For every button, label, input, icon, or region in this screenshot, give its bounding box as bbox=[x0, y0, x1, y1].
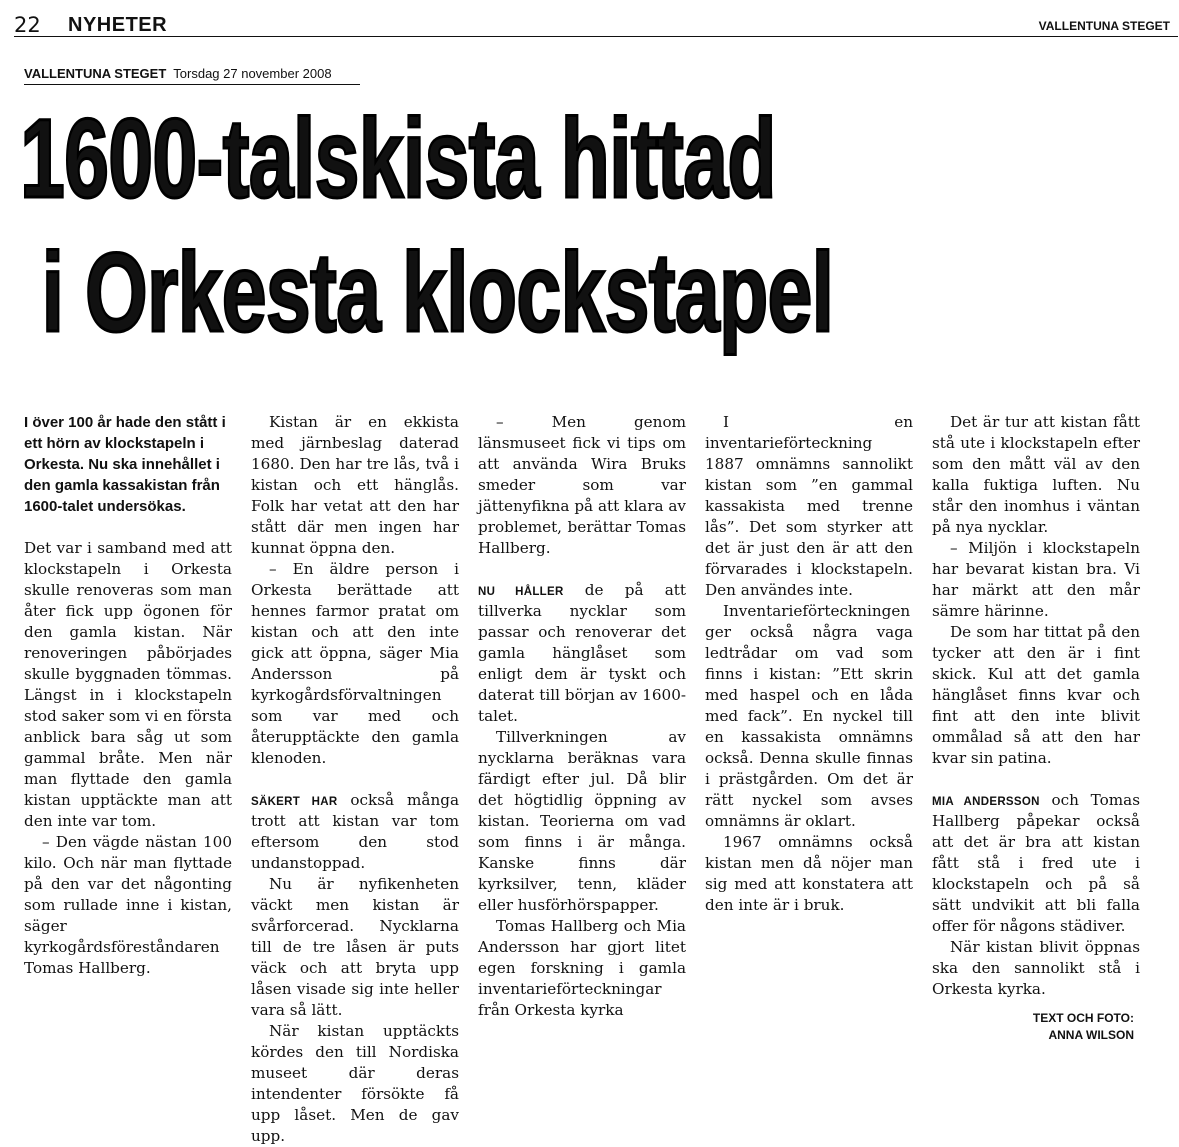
body-paragraph: – Miljön i klockstapeln har bevarat kistan bra. Vi har märkt att den mår sämre härinne. bbox=[932, 539, 1140, 620]
body-paragraph: I en inventarieförteckning 1887 omnämns sannolikt kistan som ”en gammal kassakista med trenne lås”. Det som styrker att det är just den är att den förvarades i klockstapeln. Den användes inte. bbox=[705, 413, 913, 599]
body-paragraph bbox=[251, 790, 459, 874]
body-paragraph: När kistan blivit öppnas ska den sannolikt stå i Orkesta kyrka. bbox=[932, 938, 1140, 998]
paragraph-caps-lead: NU HÅLLER bbox=[478, 586, 564, 598]
body-paragraph: Det är tur att kistan fått stå ute i klockstapeln efter som den mått väl av den kalla fuktiga luften. Nu står den inomhus i väntan på nya nycklar. bbox=[932, 413, 1140, 536]
body-paragraph: När kistan upptäckts kördes den till Nordiska museet där deras intendenter försökte få upp låset. Men de gav upp. bbox=[251, 1022, 459, 1145]
column-5 bbox=[932, 412, 1140, 1044]
body-paragraph: De som har tittat på den tycker att den är i fint skick. Kul att det gamla hänglåset finns kvar och fint att den inte blivit ommålad så att den har kvar sin patina. bbox=[932, 623, 1140, 767]
body-paragraph: Inventarieförteckningen ger också några vaga ledtrådar om vad som finns i kistan: ”Ett skrin med haspel och en låda med fack”. En nyckel till en kassakista omnämns också. Denna skulle finnas i prästgården. Om det är rätt nyckel som avses omnämns är oklart. bbox=[705, 602, 913, 830]
body-paragraph bbox=[932, 790, 1140, 937]
lead-paragraph: I över 100 år hade den stått i ett hörn av klockstapeln i Orkesta. Nu ska innehållet i den gamla kassakistan från 1600-talet undersökas. bbox=[24, 414, 226, 515]
column-2 bbox=[251, 412, 459, 1147]
credit-label: TEXT OCH FOTO: bbox=[1032, 1011, 1134, 1025]
credit-author: ANNA WILSON bbox=[1048, 1028, 1134, 1042]
section-label: NYHETER bbox=[68, 14, 168, 36]
body-paragraph: Nu är nyfikenheten väckt men kistan är svårforcerad. Nycklarna till de tre låsen är puts väck och att bryta upp låsen visade sig inte heller vara så lätt. bbox=[251, 875, 459, 1019]
body-paragraph: – Den vägde nästan 100 kilo. Och när man flyttade på den var det någonting som rullade inne i kistan, säger kyrkogårdsföreståndaren Tomas Hallberg. bbox=[24, 833, 232, 977]
page-header bbox=[14, 14, 1178, 37]
dateline bbox=[24, 64, 360, 85]
body-paragraph bbox=[478, 580, 686, 727]
body-paragraph: Tillverkningen av nycklarna beräknas vara färdigt efter jul. Då blir det högtidlig öppning av kistan. Teorierna om vad som finns i är många. Kanske finns där kyrksilver, tenn, kläder eller husförhörspapper. bbox=[478, 728, 686, 914]
dateline-paper: VALLENTUNA STEGET bbox=[24, 66, 167, 81]
paragraph-caps-lead: SÄKERT HAR bbox=[251, 796, 338, 808]
body-paragraph: – Men genom länsmuseet fick vi tips om att använda Wira Bruks smeder som var jättenyfikna på att klara av problemet, berättar Tomas Hallberg. bbox=[478, 413, 686, 557]
byline-credit bbox=[932, 1010, 1140, 1044]
paragraph-text: också många trott att kistan var tom eftersom den stod undanstoppad. bbox=[251, 791, 459, 872]
paper-name: VALLENTUNA STEGET bbox=[1038, 19, 1170, 33]
column-4 bbox=[705, 412, 913, 916]
paragraph-text: och Tomas Hallberg påpekar också att det är bra att kistan fått stå i fred ute i klockstapeln och på så sätt undvikit att bli falla offer för någons städiver. bbox=[932, 791, 1140, 935]
headline bbox=[20, 92, 841, 360]
body-paragraph: 1967 omnämns också kistan men då nöjer man sig med att konstatera att den inte är i bruk. bbox=[705, 833, 913, 914]
paragraph-text: de på att tillverka nycklar som passar och renoverar det gamla hänglåset som enligt dem är tyskt och daterat till början av 1600-talet. bbox=[478, 581, 686, 725]
dateline-date: Torsdag 27 november 2008 bbox=[173, 66, 332, 81]
body-paragraph: Det var i samband med att klockstapeln i Orkesta skulle renoveras som man åter fick upp ögonen för den gamla kistan. När renoveringen påbörjades skulle byggnaden tömmas. Längst in i klockstapeln stod saker som vi en första anblick bara såg ut som gammal bråte. Men när man flyttade den gamla kistan upptäckte man att den inte var tom. bbox=[24, 539, 232, 830]
column-3 bbox=[478, 412, 686, 1021]
headline-line-2: i Orkesta klockstapel bbox=[41, 230, 834, 355]
paragraph-caps-lead: MIA ANDERSSON bbox=[932, 796, 1040, 808]
headline-line-1: 1600-talskista hittad bbox=[20, 96, 776, 221]
body-paragraph: Kistan är en ekkista med järnbeslag daterad 1680. Den har tre lås, två i kistan och ett hänglås. Folk har vetat att den har stått där men ingen har kunnat öppna den. bbox=[251, 413, 459, 557]
body-paragraph: Tomas Hallberg och Mia Andersson har gjort litet egen forskning i gamla inventarieförteckningar från Orkesta kyrka bbox=[478, 917, 686, 1019]
column-1 bbox=[24, 412, 232, 979]
body-paragraph: – En äldre person i Orkesta berättade att hennes farmor pratat om kistan och att den inte gick att öppna, säger Mia Andersson på kyrkogårdsförvaltningen som var med och återupptäckte den gamla klenoden. bbox=[251, 560, 459, 767]
page-number: 22 bbox=[14, 13, 41, 37]
